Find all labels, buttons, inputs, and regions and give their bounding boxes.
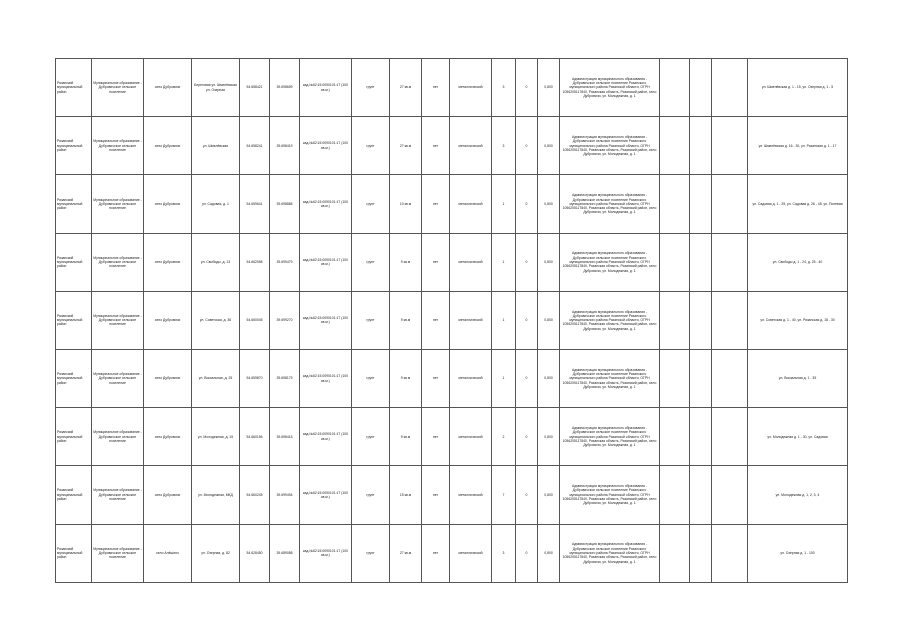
cell-surface: грунт: [352, 233, 390, 291]
cell-planned-count: 0: [516, 466, 538, 524]
cell-container-count: 1: [492, 175, 516, 233]
cell-empty-2: [690, 233, 712, 291]
cell-container-type: металлический: [450, 349, 492, 407]
cell-district: Рязанский муниципальный район: [56, 59, 92, 117]
cell-settlement: село Дубровичи: [144, 349, 192, 407]
cell-volume: 0,800: [538, 59, 560, 117]
cell-empty-2: [690, 466, 712, 524]
table-row: [56, 408, 848, 466]
cell-address: ул. Озерная, д. 82: [192, 524, 240, 582]
cell-container-count: 2: [492, 408, 516, 466]
cell-volume: 0,800: [538, 291, 560, 349]
cell-served-addresses: ул. Шмелёвская д. 16 - 30, ул. Рязанская д. 1 - 17: [748, 117, 848, 175]
cell-address: ул. Молодежная, д. 15: [192, 408, 240, 466]
cell-cadastral-number: кад.№62:15:0090101:17 (100 кв.м.): [300, 175, 352, 233]
cell-organization: Администрация муниципального образования - Дубровичское сельское поселение Рязанского муниципального района Рязанской области, ОГРН 1056205117840, Рязанская область, Рязанский район, село Дубровичи, ул. Молодежная, д. 1: [560, 175, 660, 233]
cell-latitude: 54.660156: [240, 408, 270, 466]
cell-planned-count: 0: [516, 59, 538, 117]
cell-area: 10 кв.м: [390, 175, 422, 233]
cell-cover: нет: [422, 524, 450, 582]
cell-cadastral-number: кад.№62:15:0090101:17 (100 кв.м.): [300, 117, 352, 175]
cell-volume: 0,800: [538, 466, 560, 524]
cell-volume: 0,800: [538, 117, 560, 175]
cell-surface: грунт: [352, 291, 390, 349]
cell-volume: 0,800: [538, 349, 560, 407]
cell-address: ул. Садовая, д. 1: [192, 175, 240, 233]
cell-district: Рязанский муниципальный район: [56, 349, 92, 407]
cell-latitude: 54.658421: [240, 59, 270, 117]
cell-owner: Муниципальное образование - Дубровичское сельское поселение: [92, 524, 144, 582]
cell-settlement: село Дубровичи: [144, 175, 192, 233]
cell-district: Рязанский муниципальный район: [56, 408, 92, 466]
cell-surface: грунт: [352, 408, 390, 466]
cell-empty-3: [712, 524, 748, 582]
cell-volume: 0,800: [538, 175, 560, 233]
cell-owner: Муниципальное образование - Дубровичское сельское поселение: [92, 408, 144, 466]
cell-served-addresses: ул. Озерная д. 1 - 100: [748, 524, 848, 582]
cell-planned-count: 0: [516, 524, 538, 582]
cell-container-count: 3: [492, 59, 516, 117]
cell-area: 15 кв.м: [390, 466, 422, 524]
cell-empty-1: [660, 59, 690, 117]
cell-container-type: металлический: [450, 59, 492, 117]
cell-latitude: 54.660245: [240, 466, 270, 524]
cell-area: 9 кв.м: [390, 233, 422, 291]
cell-empty-3: [712, 408, 748, 466]
cell-empty-3: [712, 175, 748, 233]
cell-longitude: 39.698885: [270, 175, 300, 233]
cell-latitude: 54.659641: [240, 175, 270, 233]
cell-longitude: 39.699479: [270, 233, 300, 291]
cell-longitude: 39.698659: [270, 59, 300, 117]
cell-longitude: 39.698419: [270, 117, 300, 175]
cell-district: Рязанский муниципальный район: [56, 175, 92, 233]
cell-served-addresses: ул. Свободы д. 1 - 24, д. 25 - 40: [748, 233, 848, 291]
cell-owner: Муниципальное образование - Дубровичское сельское поселение: [92, 291, 144, 349]
cell-planned-count: 0: [516, 175, 538, 233]
cell-empty-1: [660, 291, 690, 349]
cell-planned-count: 0: [516, 233, 538, 291]
cell-cover: нет: [422, 117, 450, 175]
cell-address: Береговая ул. Шмелёвская ул. Озерная: [192, 59, 240, 117]
cell-empty-3: [712, 117, 748, 175]
cell-empty-2: [690, 175, 712, 233]
cell-address: ул. Вокзальная, д. 25: [192, 349, 240, 407]
cell-district: Рязанский муниципальный район: [56, 466, 92, 524]
cell-organization: Администрация муниципального образования - Дубровичское сельское поселение Рязанского муниципального района Рязанской области, ОГРН 1056205117840, Рязанская область, Рязанский район, село Дубровичи, ул. Молодежная, д. 1: [560, 117, 660, 175]
cell-owner: Муниципальное образование - Дубровичское сельское поселение: [92, 117, 144, 175]
cell-cadastral-number: кад.№62:15:0090101:17 (100 кв.м.): [300, 291, 352, 349]
cell-container-type: металлический: [450, 175, 492, 233]
cell-cadastral-number: кад.№62:15:0090101:17 (100 кв.м.): [300, 408, 352, 466]
cell-area: 9 кв.м: [390, 291, 422, 349]
cell-settlement: село Дубровичи: [144, 291, 192, 349]
cell-owner: Муниципальное образование - Дубровичское сельское поселение: [92, 175, 144, 233]
cell-empty-2: [690, 291, 712, 349]
cell-longitude: 39.698179: [270, 349, 300, 407]
cell-organization: Администрация муниципального образования - Дубровичское сельское поселение Рязанского муниципального района Рязанской области, ОГРН 1056205117840, Рязанская область, Рязанский район, село Дубровичи, ул. Молодежная, д. 1: [560, 466, 660, 524]
cell-owner: Муниципальное образование - Дубровичское сельское поселение: [92, 233, 144, 291]
cell-area: 9 кв.м: [390, 408, 422, 466]
cell-container-count: 1: [492, 349, 516, 407]
cell-address: ул. Шмелёвская: [192, 117, 240, 175]
cell-container-count: 1: [492, 233, 516, 291]
cell-container-type: металлический: [450, 117, 492, 175]
cell-served-addresses: ул. Шмелёвская д. 1 - 15, ул. Озерная д. 1 - 5: [748, 59, 848, 117]
cell-longitude: 39.698415: [270, 408, 300, 466]
cell-container-type: металлический: [450, 466, 492, 524]
cell-empty-3: [712, 291, 748, 349]
cell-empty-3: [712, 233, 748, 291]
cell-organization: Администрация муниципального образования - Дубровичское сельское поселение Рязанского муниципального района Рязанской области, ОГРН 1056205117840, Рязанская область, Рязанский район, село Дубровичи, ул. Молодежная, д. 1: [560, 349, 660, 407]
cell-empty-2: [690, 59, 712, 117]
cell-cadastral-number: кад.№62:15:0090101:17 (100 кв.м.): [300, 233, 352, 291]
cell-area: 9 кв.м: [390, 349, 422, 407]
cell-empty-1: [660, 349, 690, 407]
cell-cover: нет: [422, 175, 450, 233]
cell-settlement: село Дубровичи: [144, 233, 192, 291]
waste-sites-table: [55, 58, 848, 583]
cell-empty-1: [660, 524, 690, 582]
cell-cadastral-number: кад.№62:15:0090101:17 (100 кв.м.): [300, 349, 352, 407]
cell-cadastral-number: кад.№62:15:0090101:17 (100 кв.м.): [300, 59, 352, 117]
table-row: [56, 291, 848, 349]
cell-owner: Муниципальное образование - Дубровичское сельское поселение: [92, 59, 144, 117]
cell-surface: грунт: [352, 466, 390, 524]
cell-empty-1: [660, 466, 690, 524]
cell-settlement: село Дубровичи: [144, 59, 192, 117]
cell-district: Рязанский муниципальный район: [56, 524, 92, 582]
table-row: [56, 524, 848, 582]
cell-settlement: село Алёшино: [144, 524, 192, 582]
cell-planned-count: 0: [516, 291, 538, 349]
cell-settlement: село Дубровичи: [144, 117, 192, 175]
cell-empty-1: [660, 233, 690, 291]
cell-surface: грунт: [352, 117, 390, 175]
cell-district: Рязанский муниципальный район: [56, 117, 92, 175]
cell-latitude: 54.658241: [240, 117, 270, 175]
table-row: [56, 117, 848, 175]
cell-latitude: 54.659870: [240, 349, 270, 407]
cell-empty-2: [690, 408, 712, 466]
table-row: [56, 59, 848, 117]
cell-cover: нет: [422, 291, 450, 349]
cell-area: 27 кв.м: [390, 117, 422, 175]
cell-address: ул. Молодежная, МКД: [192, 466, 240, 524]
cell-surface: грунт: [352, 349, 390, 407]
cell-owner: Муниципальное образование - Дубровичское сельское поселение: [92, 466, 144, 524]
cell-area: 27 кв.м: [390, 59, 422, 117]
cell-empty-2: [690, 524, 712, 582]
cell-container-type: металлический: [450, 291, 492, 349]
cell-cadastral-number: кад.№62:15:0090101:17 (100 кв.м.): [300, 466, 352, 524]
cell-served-addresses: ул. Вокзальная д. 1 - 35: [748, 349, 848, 407]
cell-organization: Администрация муниципального образования - Дубровичское сельское поселение Рязанского муниципального района Рязанской области, ОГРН 1056205117840, Рязанская область, Рязанский район, село Дубровичи, ул. Молодежная, д. 1: [560, 233, 660, 291]
cell-served-addresses: ул. Молодежная д. 1 - 30, ул. Садовая: [748, 408, 848, 466]
cell-container-type: металлический: [450, 524, 492, 582]
cell-cover: нет: [422, 233, 450, 291]
cell-latitude: 54.662058: [240, 233, 270, 291]
cell-cover: нет: [422, 408, 450, 466]
cell-district: Рязанский муниципальный район: [56, 291, 92, 349]
cell-volume: 0,800: [538, 524, 560, 582]
cell-container-count: 3: [492, 524, 516, 582]
table-row: [56, 175, 848, 233]
cell-owner: Муниципальное образование - Дубровичское сельское поселение: [92, 349, 144, 407]
cell-empty-1: [660, 175, 690, 233]
cell-container-count: 1: [492, 291, 516, 349]
cell-empty-2: [690, 349, 712, 407]
cell-served-addresses: ул. Садовая д. 1 - 25, ул. Садовая д. 26 - 48, ул. Полевая: [748, 175, 848, 233]
cell-empty-1: [660, 408, 690, 466]
cell-planned-count: 0: [516, 117, 538, 175]
cell-container-type: металлический: [450, 233, 492, 291]
cell-volume: 0,800: [538, 408, 560, 466]
cell-longitude: 39.689088: [270, 524, 300, 582]
cell-planned-count: 0: [516, 349, 538, 407]
cell-cover: нет: [422, 466, 450, 524]
cell-area: 27 кв.м: [390, 524, 422, 582]
cell-district: Рязанский муниципальный район: [56, 233, 92, 291]
cell-organization: Администрация муниципального образования - Дубровичское сельское поселение Рязанского муниципального района Рязанской области, ОГРН 1056205117840, Рязанская область, Рязанский район, село Дубровичи, ул. Молодежная, д. 1: [560, 59, 660, 117]
cell-empty-2: [690, 117, 712, 175]
cell-cover: нет: [422, 59, 450, 117]
cell-planned-count: 0: [516, 408, 538, 466]
cell-longitude: 39.699270: [270, 291, 300, 349]
cell-served-addresses: ул. Советская д. 1 - 40, ул. Рязанская д. 18 - 30: [748, 291, 848, 349]
cell-empty-3: [712, 466, 748, 524]
cell-container-count: 3: [492, 117, 516, 175]
cell-surface: грунт: [352, 175, 390, 233]
cell-empty-1: [660, 117, 690, 175]
table-row: [56, 233, 848, 291]
cell-settlement: село Дубровичи: [144, 466, 192, 524]
table-row: [56, 349, 848, 407]
cell-organization: Администрация муниципального образования - Дубровичское сельское поселение Рязанского муниципального района Рязанской области, ОГРН 1056205117840, Рязанская область, Рязанский район, село Дубровичи, ул. Молодежная, д. 1: [560, 408, 660, 466]
cell-volume: 0,800: [538, 233, 560, 291]
cell-served-addresses: ул. Молодежная д. 1, 2, 3, 4: [748, 466, 848, 524]
cell-address: ул. Свободы, д. 13: [192, 233, 240, 291]
cell-container-count: 7: [492, 466, 516, 524]
cell-latitude: 54.660045: [240, 291, 270, 349]
cell-address: ул. Советская, д. 36: [192, 291, 240, 349]
cell-latitude: 54.628450: [240, 524, 270, 582]
cell-longitude: 39.699494: [270, 466, 300, 524]
cell-settlement: село Дубровичи: [144, 408, 192, 466]
cell-organization: Администрация муниципального образования - Дубровичское сельское поселение Рязанского муниципального района Рязанской области, ОГРН 1056205117840, Рязанская область, Рязанский район, село Дубровичи, ул. Молодежная, д. 1: [560, 291, 660, 349]
cell-cadastral-number: кад.№62:15:0090101:17 (100 кв.м.): [300, 524, 352, 582]
cell-surface: грунт: [352, 524, 390, 582]
cell-organization: Администрация муниципального образования - Дубровичское сельское поселение Рязанского муниципального района Рязанской области, ОГРН 1056205117840, Рязанская область, Рязанский район, село Дубровичи, ул. Молодежная, д. 1: [560, 524, 660, 582]
cell-empty-3: [712, 349, 748, 407]
cell-surface: грунт: [352, 59, 390, 117]
cell-cover: нет: [422, 349, 450, 407]
cell-empty-3: [712, 59, 748, 117]
table-row: [56, 466, 848, 524]
cell-container-type: металлический: [450, 408, 492, 466]
